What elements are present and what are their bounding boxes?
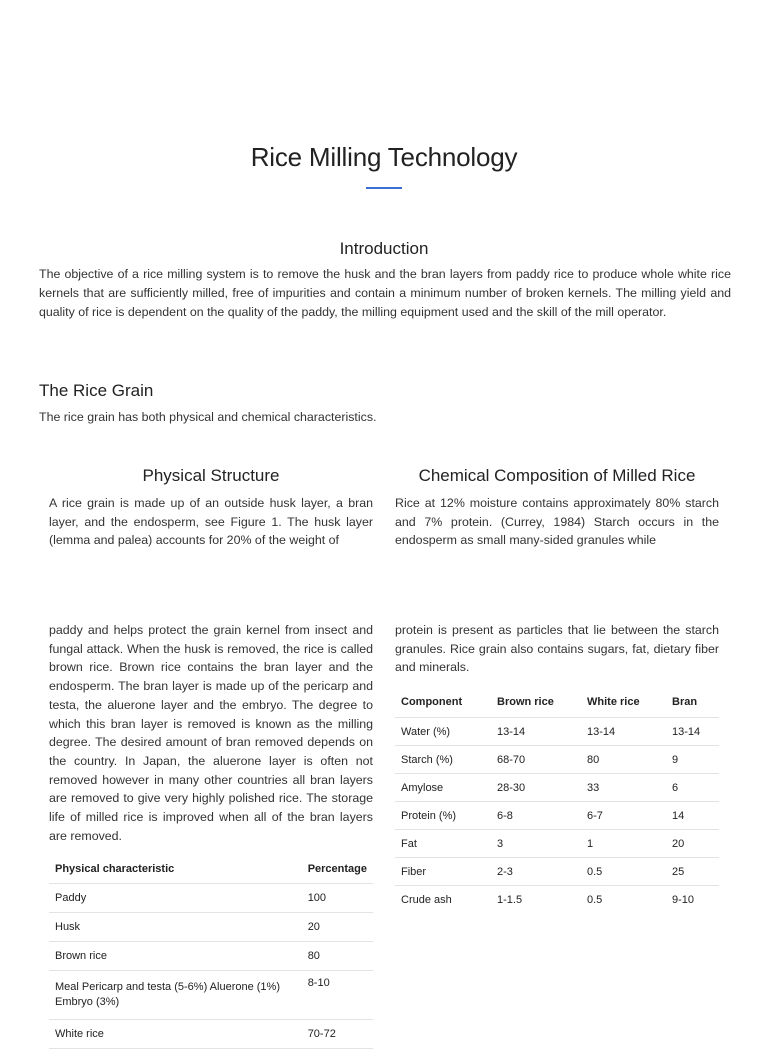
- section-heading-introduction: Introduction: [339, 239, 429, 258]
- page-title: Rice Milling Technology: [250, 142, 518, 172]
- table-cell: 13-14: [581, 718, 666, 746]
- table-cell: 28-30: [491, 774, 581, 802]
- table-row: [395, 746, 719, 774]
- table-cell: 70-72: [302, 1020, 373, 1049]
- physical-characteristics-table: [49, 855, 373, 1049]
- table-row: [49, 913, 373, 942]
- table-cell: 80: [581, 746, 666, 774]
- table-cell: Paddy: [49, 884, 302, 913]
- column-header: Bran: [666, 686, 719, 718]
- rice-grain-paragraph: The rice grain has both physical and chemical characteristics.: [39, 410, 377, 424]
- table-cell: Crude ash: [401, 893, 452, 906]
- column-header: White rice: [581, 686, 666, 718]
- table-cell: 100: [302, 884, 373, 913]
- table-cell: 6-7: [581, 802, 666, 830]
- table-cell: Husk: [49, 913, 302, 942]
- table-cell: 14: [666, 802, 719, 830]
- table-cell: Amylose: [395, 774, 491, 802]
- table-cell: Meal Pericarp and testa (5-6%) Aluerone (1%) Embryo (3%): [49, 971, 302, 1020]
- table-cell: 1-1.5: [497, 893, 523, 906]
- physical-structure-text-top: A rice grain is made up of an outside husk layer, a bran layer, and the endosperm, see Figure 1. The husk layer (lemma and palea) accounts for 20% of the weight of: [49, 496, 373, 548]
- chemical-composition-text-bottom: protein is present as particles that lie between the starch granules. Rice grain also contains sugars, fat, dietary fiber and minerals.: [395, 623, 719, 675]
- table-cell: 6-8: [491, 802, 581, 830]
- chemical-composition-table: [395, 686, 719, 913]
- table-cell: 13-14: [491, 718, 581, 746]
- column-header: Physical characteristic: [49, 855, 302, 884]
- table-row: [395, 718, 719, 746]
- table-cell: White rice: [49, 1020, 302, 1049]
- section-heading-rice-grain: The Rice Grain: [39, 381, 154, 400]
- table-row: [395, 830, 719, 858]
- table-cell: 0.5: [587, 893, 603, 906]
- table-cell: 0.5: [581, 858, 666, 886]
- table-cell: Water (%): [395, 718, 491, 746]
- table-cell: 9: [666, 746, 719, 774]
- table-row: [49, 884, 373, 913]
- table-cell: 13-14: [666, 718, 719, 746]
- table-row: [49, 942, 373, 971]
- table-row: [395, 886, 719, 914]
- table-cell: Fiber: [395, 858, 491, 886]
- table-header-row: [395, 686, 719, 718]
- table-cell: 6: [666, 774, 719, 802]
- table-cell: 9-10: [672, 893, 695, 906]
- table-cell: Starch (%): [395, 746, 491, 774]
- table-cell: 1: [581, 830, 666, 858]
- table-cell: 2-3: [491, 858, 581, 886]
- table-cell: Fat: [395, 830, 491, 858]
- table-cell: 20: [302, 913, 373, 942]
- column-header: Percentage: [302, 855, 373, 884]
- chemical-composition-heading: Chemical Composition of Milled Rice: [418, 466, 696, 485]
- table-cell: Brown rice: [49, 942, 302, 971]
- column-header: Brown rice: [491, 686, 581, 718]
- table-cell: 80: [302, 942, 373, 971]
- title-divider: [366, 187, 402, 189]
- table-cell: 8-10: [302, 971, 373, 1020]
- table-cell: 33: [581, 774, 666, 802]
- table-row: [395, 858, 719, 886]
- table-cell: 25: [666, 858, 719, 886]
- physical-structure-heading: Physical Structure: [142, 466, 280, 485]
- table-cell: Protein (%): [395, 802, 491, 830]
- table-row: [49, 971, 373, 1020]
- column-header: Component: [395, 686, 491, 718]
- chemical-composition-text-top: Rice at 12% moisture contains approximately 80% starch and 7% protein. (Currey, 1984) Starch occurs in the endosperm as small many-sided granules while: [395, 496, 719, 548]
- table-cell: 3: [491, 830, 581, 858]
- introduction-paragraph: The objective of a rice milling system is to remove the husk and the bran layers from paddy rice to produce whole white rice kernels that are sufficiently milled, free of impurities and contain a minimum number of broken kernels. The milling yield and quality of rice is dependent on the quality of the paddy, the milling equipment used and the skill of the mill operator.: [39, 267, 731, 319]
- table-cell: 68-70: [491, 746, 581, 774]
- table-row: [395, 802, 719, 830]
- physical-structure-text-bottom: paddy and helps protect the grain kernel from insect and fungal attack. When the husk is removed, the rice is called brown rice. Brown rice contains the bran layer and the endosperm. The bran layer is made up of the pericarp and testa, the aluerone layer and the embryo. The degree to which this bran layer is removed is known as the milling degree. The desired amount of bran removed depends on the country. In Japan, the aluerone layer is often not removed however in many other countries all bran layers are removed to give very highly polished rice. The storage life of milled rice is improved when all of the bran layers are removed.: [49, 623, 373, 843]
- table-row: [395, 774, 719, 802]
- table-cell: 20: [666, 830, 719, 858]
- table-header-row: [49, 855, 373, 884]
